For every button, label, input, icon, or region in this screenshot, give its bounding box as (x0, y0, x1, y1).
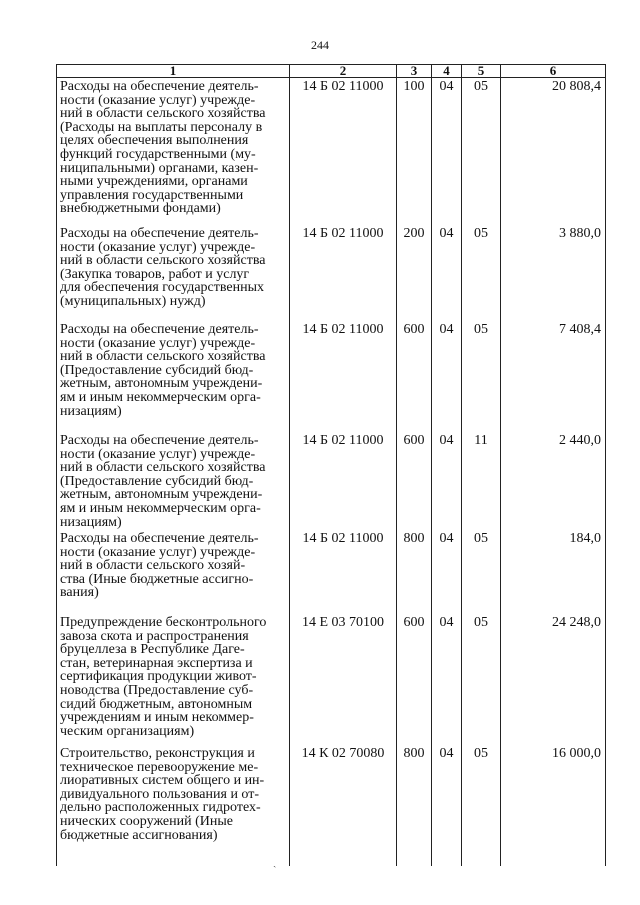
header-col-2: 2 (290, 65, 397, 78)
expense-type-code: 600 (397, 321, 432, 432)
name-line: низациям) (60, 403, 122, 419)
name-line: низациям) (60, 514, 122, 530)
name-line: (муниципальных) нужд) (60, 293, 206, 309)
target-code: 14 Б 02 11000 (290, 225, 397, 321)
name-line: ниципальными) органами, казен- (60, 160, 259, 176)
name-line: завоза скота и распространения (60, 628, 249, 644)
table-row (57, 530, 606, 614)
name-line: сидий бюджетным, автономным (60, 696, 253, 712)
name-line: ям и иным некоммерческим орга- (60, 389, 261, 405)
amount: 3 880,0 (501, 225, 606, 321)
name-line: Расходы на обеспечение деятель- (60, 79, 259, 94)
name-line: целях обеспечения выполнения (60, 133, 249, 149)
amount: 7 408,4 (501, 321, 606, 432)
section-code: 04 (432, 432, 462, 530)
table-row (57, 745, 606, 866)
name-line: ности (оказание услуг) учрежде- (60, 239, 256, 255)
section-code: 04 (432, 530, 462, 614)
target-code: 14 Б 02 11000 (290, 530, 397, 614)
target-code: 14 Е 03 70100 (290, 614, 397, 745)
name-line: бюджетные ассигнования) (60, 827, 218, 843)
expense-type-code: 800 (397, 530, 432, 614)
name-line: вания) (60, 585, 99, 601)
name-line: лиоративных систем общего и ин- (60, 773, 265, 789)
name-line: (Расходы на выплаты персоналу в (60, 119, 263, 135)
name-line: управления государственными (60, 187, 244, 203)
name-line: ний в области сельского хозяйства (60, 349, 266, 365)
target-code: 14 К 02 70080 (290, 745, 397, 866)
name-line: для обеспечения государственных (60, 280, 264, 296)
table-row (57, 225, 606, 321)
table-row (57, 78, 606, 226)
target-code: 14 Б 02 11000 (290, 321, 397, 432)
name-line: Расходы на обеспечение деятель- (60, 226, 259, 241)
amount: 16 000,0 (501, 745, 606, 866)
name-line: учреждениям и иным некоммер- (60, 710, 254, 726)
name-line: дельно расположенных гидротех- (60, 800, 261, 816)
subsection-code: 05 (462, 321, 501, 432)
amount: 24 248,0 (501, 614, 606, 745)
expense-type-code: 600 (397, 614, 432, 745)
name-line: ям и иным некоммерческим орга- (60, 500, 261, 516)
expense-type-code: 100 (397, 78, 432, 226)
subsection-code: 05 (462, 78, 501, 226)
name-line: ности (оказание услуг) учрежде- (60, 92, 256, 108)
header-col-4: 4 (432, 65, 462, 78)
scan-mark: ˏ (273, 857, 277, 868)
expense-type-code: 800 (397, 745, 432, 866)
subsection-code: 05 (462, 745, 501, 866)
header-col-5: 5 (462, 65, 501, 78)
expense-name (57, 530, 290, 614)
name-line: техническое перевооружение ме- (60, 759, 259, 775)
table-row (57, 432, 606, 530)
name-line: Расходы на обеспечение деятель- (60, 531, 259, 546)
name-line: ческим организациям) (60, 723, 195, 739)
name-line: стан, ветеринарная экспертиза и (60, 655, 253, 671)
budget-table (56, 64, 606, 866)
name-line: жетным, автономным учреждени- (60, 487, 263, 503)
name-line: ний в области сельского хозяйства (60, 460, 266, 476)
name-line: дивидуального пользования и от- (60, 786, 260, 802)
expense-name (57, 432, 290, 530)
header-col-3: 3 (397, 65, 432, 78)
name-line: (Предоставление субсидий бюд- (60, 362, 254, 378)
expense-type-code: 600 (397, 432, 432, 530)
name-line: жетным, автономным учреждени- (60, 376, 263, 392)
name-line: Предупреждение бесконтрольного (60, 615, 267, 630)
target-code: 14 Б 02 11000 (290, 78, 397, 226)
section-code: 04 (432, 225, 462, 321)
name-line: ности (оказание услуг) учрежде- (60, 544, 256, 560)
name-line: (Закупка товаров, работ и услуг (60, 266, 250, 282)
name-line: ными учреждениями, органами (60, 174, 248, 190)
name-line: ний в области сельского хозяйства (60, 106, 266, 122)
name-line: (Предоставление субсидий бюд- (60, 473, 254, 489)
name-line: Расходы на обеспечение деятель- (60, 433, 259, 448)
name-line: ности (оказание услуг) учрежде- (60, 335, 256, 351)
name-line: функций государственными (му- (60, 146, 256, 162)
header-col-6: 6 (501, 65, 606, 78)
name-line: ний в области сельского хозяйства (60, 253, 266, 269)
section-code: 04 (432, 321, 462, 432)
subsection-code: 05 (462, 225, 501, 321)
amount: 2 440,0 (501, 432, 606, 530)
expense-name (57, 321, 290, 432)
table-row (57, 614, 606, 745)
expense-name (57, 745, 290, 866)
subsection-code: 05 (462, 530, 501, 614)
name-line: ности (оказание услуг) учрежде- (60, 446, 256, 462)
table-row (57, 321, 606, 432)
name-line: внебюджетными фондами) (60, 201, 221, 217)
section-code: 04 (432, 745, 462, 866)
name-line: нических сооружений (Иные (60, 813, 234, 829)
subsection-code: 05 (462, 614, 501, 745)
section-code: 04 (432, 78, 462, 226)
header-col-1: 1 (57, 65, 290, 78)
name-line: Расходы на обеспечение деятель- (60, 322, 259, 337)
page-number: 244 (311, 38, 329, 52)
name-line: ний в области сельского хозяй- (60, 558, 246, 574)
section-code: 04 (432, 614, 462, 745)
name-line: бруцеллеза в Республике Даге- (60, 642, 245, 658)
expense-type-code: 200 (397, 225, 432, 321)
expense-name (57, 614, 290, 745)
expense-name (57, 78, 290, 226)
name-line: ства (Иные бюджетные ассигно- (60, 571, 254, 587)
table-header-row (57, 65, 606, 78)
name-line: сертификация продукции живот- (60, 669, 257, 685)
amount: 184,0 (501, 530, 606, 614)
expense-name (57, 225, 290, 321)
subsection-code: 11 (462, 432, 501, 530)
name-line: новодства (Предоставление суб- (60, 682, 254, 698)
name-line: Строительство, реконструкция и (60, 746, 255, 761)
target-code: 14 Б 02 11000 (290, 432, 397, 530)
amount: 20 808,4 (501, 78, 606, 226)
